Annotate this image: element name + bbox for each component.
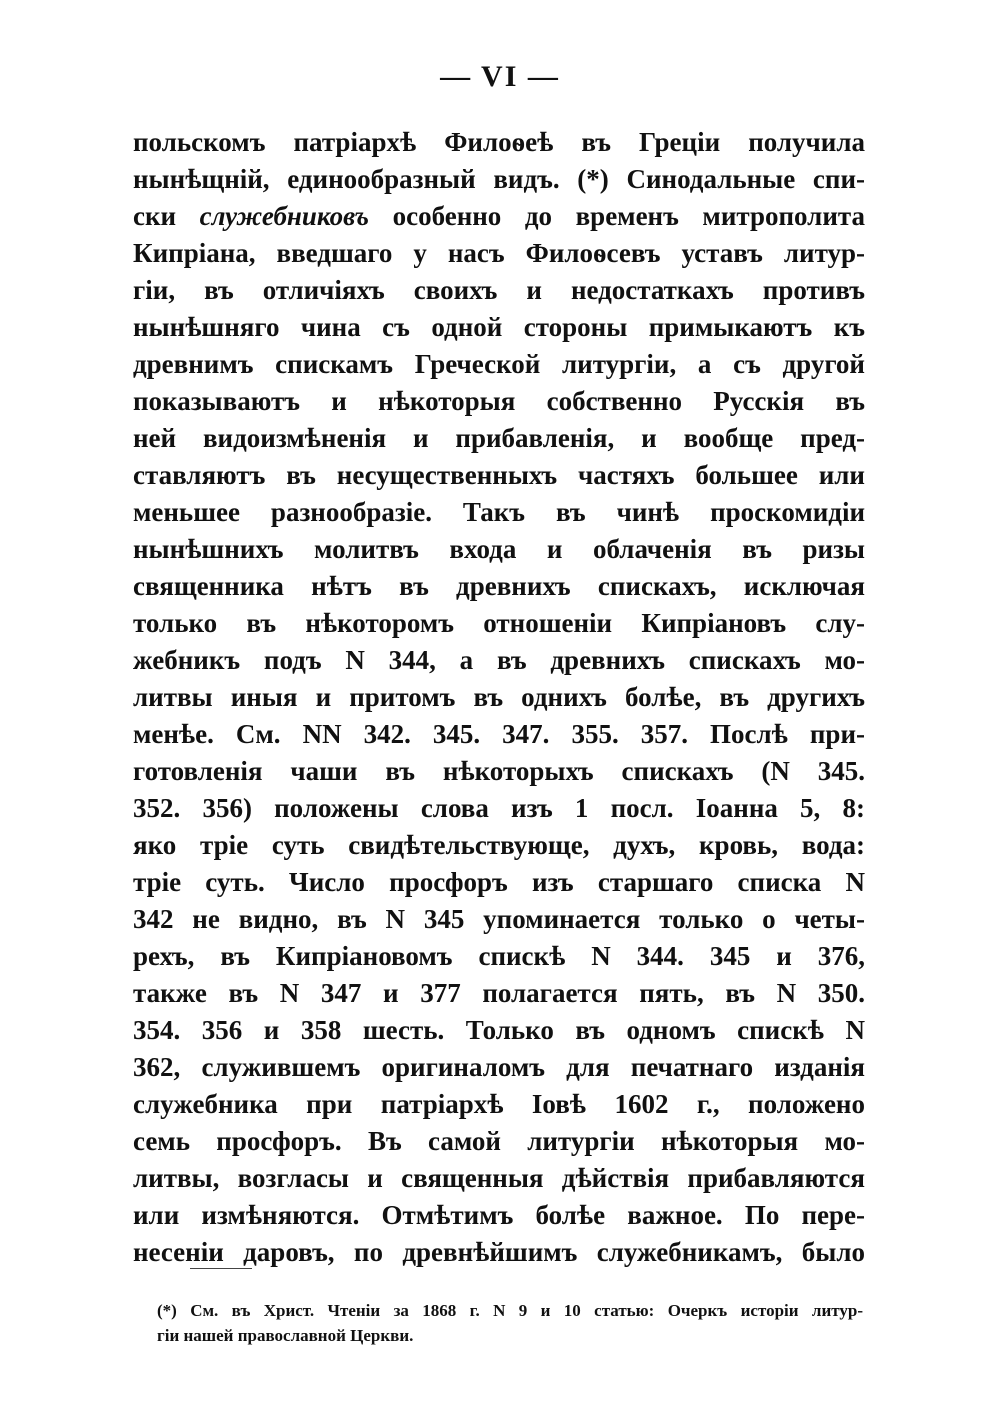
text-line: нынѣшнихъ молитвъ входа и облаченія въ ризы	[133, 534, 865, 565]
text-line: или измѣняются. Отмѣтимъ болѣе важное. По пере-	[133, 1200, 865, 1231]
footnote-separator	[190, 1268, 252, 1269]
text-line: служебника при патріархѣ Іовѣ 1602 г., положено	[133, 1089, 865, 1120]
text-line: рехъ, въ Кипріановомъ спискѣ N 344. 345 и 376,	[133, 941, 865, 972]
text-line: нынѣшняго чина съ одной стороны примыкаютъ къ	[133, 312, 865, 343]
footnote	[157, 1298, 863, 1348]
text-line: Кипріана, введшаго у насъ Филоѳсевъ уставъ литур-	[133, 238, 865, 269]
text-line: 342 не видно, въ N 345 упоминается только о четы-	[133, 904, 865, 935]
text-line: гіи, въ отличіяхъ своихъ и недостаткахъ противъ	[133, 275, 865, 306]
body-text	[133, 124, 865, 1271]
text-line: яко тріе суть свидѣтельствующе, духъ, кровь, вода:	[133, 830, 865, 861]
text-line: жебникъ подъ N 344, а въ древнихъ спискахъ мо-	[133, 645, 865, 676]
text-line: 354. 356 и 358 шесть. Только въ одномъ спискѣ N	[133, 1015, 865, 1046]
text-line: литвы иныя и притомъ въ однихъ болѣе, въ другихъ	[133, 682, 865, 713]
text-line: польскомъ патріархѣ Филоѳеѣ въ Греціи получила	[133, 127, 865, 157]
footnote-line: гіи нашей православной Церкви.	[157, 1326, 414, 1345]
text-line: ставляютъ въ несущественныхъ частяхъ большее или	[133, 460, 865, 491]
text-line: менѣе. См. NN 342. 345. 347. 355. 357. Послѣ при-	[133, 719, 865, 750]
text-line: только въ нѣкоторомъ отношеніи Кипріановъ слу-	[133, 608, 865, 639]
text-line: меньшее разнообразіе. Такъ въ чинѣ проскомидіи	[133, 497, 865, 528]
text-line: священника нѣтъ въ древнихъ спискахъ, исключая	[133, 571, 865, 602]
footnote-line: (*) См. въ Христ. Чтеніи за 1868 г. N 9 и 10 статью: Очеркъ исторіи литур-	[157, 1301, 863, 1320]
text-line: показываютъ и нѣкоторыя собственно Русскія въ	[133, 386, 865, 417]
text-line: 352. 356) положены слова изъ 1 посл. Іоанна 5, 8:	[133, 793, 865, 824]
text-line: готовленія чаши въ нѣкоторыхъ спискахъ (N 345.	[133, 756, 865, 787]
text-line: ней видоизмѣненія и прибавленія, и вообще пред-	[133, 423, 865, 454]
text-line: древнимъ спискамъ Греческой литургіи, а съ другой	[133, 349, 865, 380]
text-line: также въ N 347 и 377 полагается пять, въ N 350.	[133, 978, 865, 1009]
page-number-header: — VI —	[440, 60, 560, 93]
text-line: нынѣщній, единообразный видъ. (*) Синодальные спи-	[133, 164, 865, 195]
text-line: семь просфоръ. Въ самой литургіи нѣкоторыя мо-	[133, 1126, 865, 1157]
text-line: несеніи даровъ, по древнѣйшимъ служебникамъ, было	[133, 1237, 865, 1268]
text-line: литвы, возгласы и священныя дѣйствія прибавляются	[133, 1163, 865, 1194]
text-line: ски служебниковъ особенно до временъ митрополита	[133, 201, 865, 232]
text-line: тріе суть. Число просфоръ изъ старшаго списка N	[133, 867, 865, 898]
text-line: 362, служившемъ оригиналомъ для печатнаго изданія	[133, 1052, 865, 1083]
